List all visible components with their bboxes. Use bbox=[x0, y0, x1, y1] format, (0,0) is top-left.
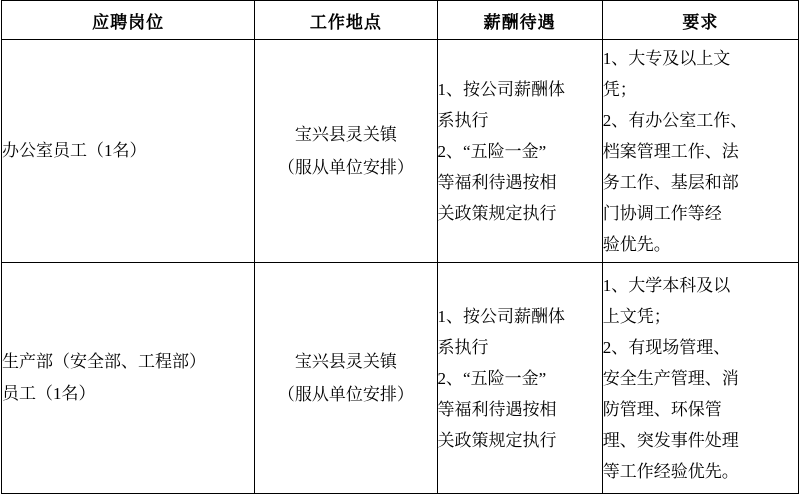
location-line: （服从单位安排） bbox=[277, 158, 414, 177]
pay-line: 2、“五险一金” bbox=[437, 368, 547, 388]
cell-position bbox=[2, 40, 255, 263]
requirement-line: 上文凭； bbox=[602, 306, 671, 326]
pay-line: 关政策规定执行 bbox=[437, 430, 557, 450]
pay-line: 系执行 bbox=[437, 337, 489, 357]
requirement-line: 等工作经验优先。 bbox=[602, 461, 739, 481]
column-header-pay: 薪酬待遇 bbox=[437, 1, 602, 40]
table-body bbox=[2, 40, 799, 494]
requirement-line: 门协调工作等经 bbox=[602, 203, 722, 223]
location-line: 宝兴县灵关镇 bbox=[294, 352, 397, 371]
pay-line: 1、按公司薪酬体 bbox=[437, 79, 566, 99]
requirement-line: 安全生产管理、消 bbox=[602, 368, 739, 388]
requirement-line: 验优先。 bbox=[602, 234, 671, 254]
pay-line: 1、按公司薪酬体 bbox=[437, 306, 566, 326]
job-listing-table bbox=[1, 0, 799, 494]
cell-requirement bbox=[602, 263, 798, 494]
location-line: （服从单位安排） bbox=[277, 385, 414, 404]
requirement-line: 2、有办公室工作、 bbox=[602, 110, 748, 130]
pay-line: 关政策规定执行 bbox=[437, 203, 557, 223]
requirement-line: 2、有现场管理、 bbox=[602, 337, 731, 357]
column-header-position: 应聘岗位 bbox=[2, 1, 255, 40]
pay-line: 系执行 bbox=[437, 110, 489, 130]
requirement-line: 1、大专及以上文 bbox=[602, 48, 731, 68]
table-row bbox=[2, 40, 799, 263]
column-header-requirement: 要求 bbox=[602, 1, 798, 40]
cell-position bbox=[2, 263, 255, 494]
table-header-row bbox=[2, 1, 799, 40]
requirement-line: 1、大学本科及以 bbox=[602, 275, 731, 295]
position-line: 员工（1名） bbox=[2, 384, 96, 403]
position-line: 生产部（安全部、工程部） bbox=[2, 352, 206, 371]
pay-line: 等福利待遇按相 bbox=[437, 399, 557, 419]
cell-pay bbox=[437, 40, 602, 263]
requirement-line: 理、突发事件处理 bbox=[602, 430, 739, 450]
pay-line: 2、“五险一金” bbox=[437, 141, 547, 161]
cell-pay bbox=[437, 263, 602, 494]
table-row bbox=[2, 263, 799, 494]
cell-location bbox=[255, 40, 437, 263]
requirement-line: 档案管理工作、法 bbox=[602, 141, 739, 161]
requirement-line: 务工作、基层和部 bbox=[602, 172, 739, 192]
requirement-line: 凭； bbox=[602, 79, 637, 99]
cell-location bbox=[255, 263, 437, 494]
table-header bbox=[2, 1, 799, 40]
location-line: 宝兴县灵关镇 bbox=[294, 125, 397, 144]
position-text: 办公室员工（1名） bbox=[2, 141, 147, 160]
pay-line: 等福利待遇按相 bbox=[437, 172, 557, 192]
cell-requirement bbox=[602, 40, 798, 263]
requirement-line: 防管理、环保管 bbox=[602, 399, 722, 419]
column-header-location: 工作地点 bbox=[255, 1, 437, 40]
